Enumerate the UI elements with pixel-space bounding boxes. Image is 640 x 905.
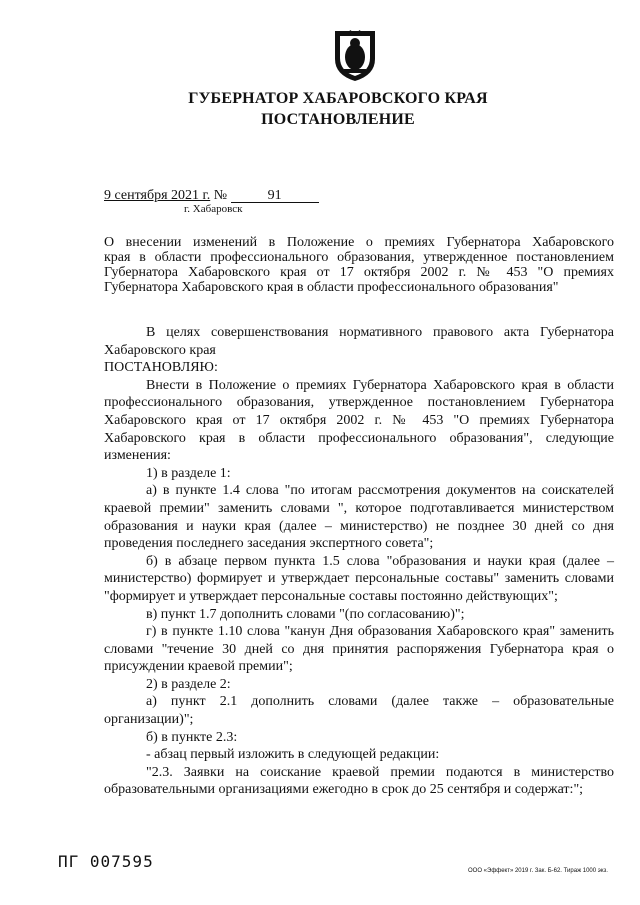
form-serial-code: ПГ 007595 (58, 852, 154, 871)
document-subject (104, 235, 614, 295)
document-date: 9 сентября 2021 г. (104, 188, 211, 203)
body-paragraph: а) пункт 2.1 дополнить словами (далее также – образовательные организации)"; (104, 694, 614, 728)
date-number-line (104, 188, 319, 204)
body-paragraph: Внести в Положение о премиях Губернатора Хабаровского края в области профессионального образования, утвержденное постановлением Губернатора Хабаровского края от 17 октября 2002 г. № 453 "О премиях Губернатора Хабаровского края в области профессионального образования", следующие изменения: (104, 377, 614, 464)
preamble-paragraph: В целях совершенствования нормативного правового акта Губернатора Хабаровского края (104, 325, 614, 358)
body-paragraph: 1) в разделе 1: (146, 465, 231, 481)
body-paragraph: б) в абзаце первом пункта 1.5 слова "образования и науки края (далее – министерство) формирует и утверждает персональные составы" заменить словами "формирует и утверждает персональные составы постоянно действующих"; (104, 553, 614, 604)
body-paragraph: 2) в разделе 2: (146, 676, 231, 692)
body-paragraph: - абзац первый изложить в следующей редакции: (146, 747, 440, 763)
subject-line: края в области профессионального образования, утвержденное постановлением (104, 250, 614, 265)
document-number: 91 (231, 189, 319, 203)
coat-of-arms-emblem (330, 27, 380, 83)
subject-line: Губернатора Хабаровского края от 17 октября 2002 г. № 453 "О премиях (104, 265, 614, 280)
body-paragraph: а) в пункте 1.4 слова "по итогам рассмотрения документов на соискателей краевой премии" заменить словами ", которое подготавливается министерством образования и науки края (далее – министерство) не позднее 30 дней со дня проведения последнего заседания экспертного совета"; (104, 483, 614, 552)
body-paragraph: "2.3. Заявки на соискание краевой премии подаются в министерство образовательными организациями ежегодно в срок до 25 сентября и содержат:"; (104, 764, 614, 798)
governor-title: ГУБЕРНАТОР ХАБАРОВСКОГО КРАЯ (188, 90, 488, 107)
number-sign: № (213, 188, 228, 203)
subject-line: О внесении изменений в Положение о премиях Губернатора Хабаровского (104, 235, 614, 250)
subject-line: Губернатора Хабаровского края в области профессионального образования" (104, 280, 559, 295)
document-type-title: ПОСТАНОВЛЕНИЕ (261, 111, 415, 128)
document-body (104, 324, 614, 799)
body-paragraph: в) пункт 1.7 дополнить словами "(по согласованию)"; (146, 606, 465, 622)
body-paragraph: г) в пункте 1.10 слова "канун Дня образования Хабаровского края" заменить словами "течение 30 дней со дня принятия распоряжения Губернатора края о присуждении краевой премии"; (104, 624, 614, 675)
city-label: г. Хабаровск (184, 203, 243, 215)
printer-imprint: ООО «Эффект» 2019 г. Зак. Б-62. Тираж 1000 экз. (468, 868, 608, 874)
body-paragraph: б) в пункте 2.3: (146, 729, 238, 745)
resolve-heading: ПОСТАНОВЛЯЮ: (104, 360, 218, 376)
